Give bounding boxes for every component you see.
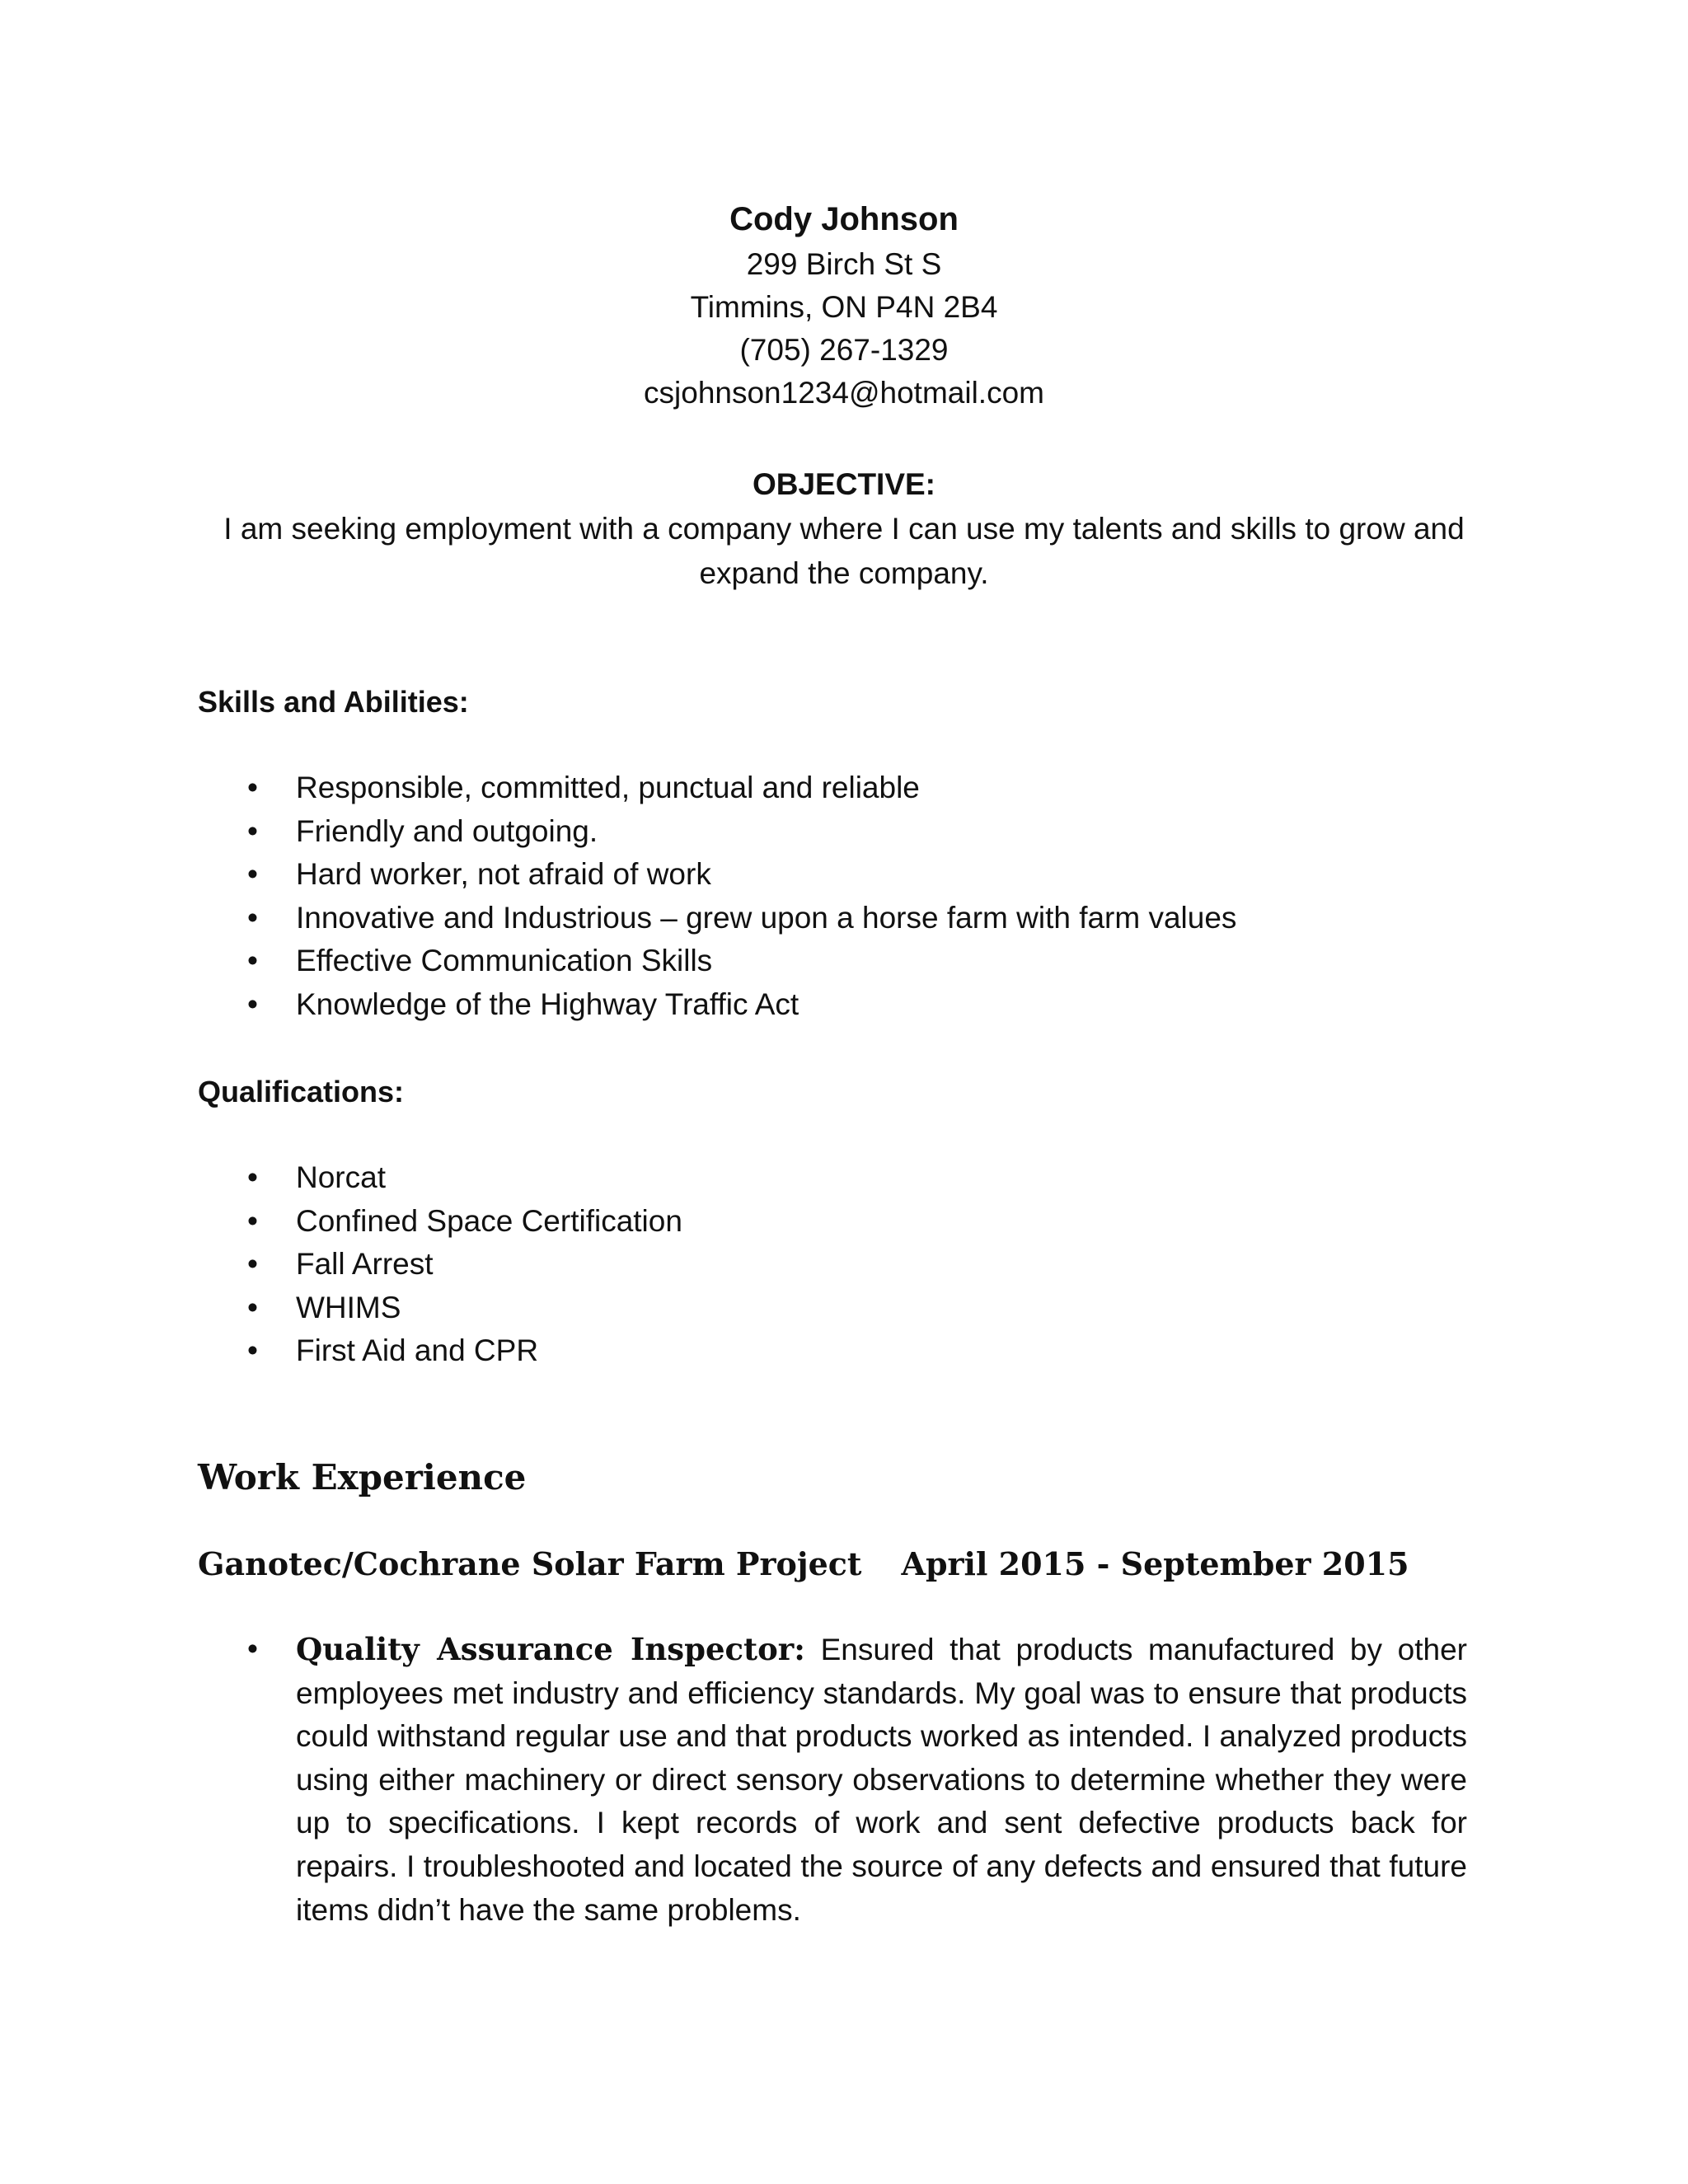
applicant-name: Cody Johnson	[729, 201, 959, 237]
bullet-icon: •	[247, 857, 258, 892]
job-role: Quality Assurance Inspector:	[296, 1631, 805, 1667]
qualifications-heading: Qualifications:	[198, 1075, 405, 1108]
objective-heading: OBJECTIVE:	[752, 467, 936, 501]
bullet-icon: •	[247, 771, 258, 804]
bullet-icon: •	[247, 900, 258, 935]
job-dates: April 2015 - September 2015	[901, 1545, 1409, 1582]
bullet-icon: •	[247, 987, 258, 1021]
bullet-icon: •	[247, 1247, 258, 1282]
skills-list	[198, 766, 1484, 1027]
list-item	[198, 766, 1484, 810]
contact-block	[0, 243, 1688, 415]
job-description	[296, 1628, 1467, 1932]
skill-text: Effective Communication Skills	[296, 944, 713, 978]
work-experience-heading: Work Experience	[198, 1457, 527, 1497]
list-item	[198, 853, 1484, 897]
qualification-text: WHIMS	[296, 1290, 401, 1324]
list-item	[198, 897, 1484, 940]
list-item	[198, 1329, 1484, 1373]
qualification-text: First Aid and CPR	[296, 1333, 539, 1368]
qualification-text: Confined Space Certification	[296, 1203, 682, 1238]
list-item	[198, 940, 1484, 983]
bullet-icon: •	[247, 1290, 258, 1324]
address-line-2: Timmins, ON P4N 2B4	[690, 290, 998, 324]
bullet-icon: •	[247, 1333, 258, 1368]
list-item	[198, 1243, 1484, 1286]
phone-number: (705) 267-1329	[739, 333, 949, 367]
list-item	[198, 1156, 1484, 1200]
bullet-icon: •	[247, 1160, 258, 1194]
objective-text: I am seeking employment with a company where I can use my talents and skills to grow and expand the company.	[223, 512, 1465, 590]
qualifications-list	[198, 1156, 1484, 1373]
list-item	[198, 1200, 1484, 1244]
address-line-1: 299 Birch St S	[746, 247, 942, 281]
job-heading	[198, 1543, 1409, 1586]
skill-text: Friendly and outgoing.	[296, 813, 598, 848]
qualification-text: Norcat	[296, 1160, 386, 1194]
qualification-text: Fall Arrest	[296, 1247, 434, 1282]
list-item	[198, 983, 1484, 1027]
bullet-icon: •	[247, 1203, 258, 1238]
skill-text: Responsible, committed, punctual and reliable	[296, 771, 920, 804]
bullet-icon: •	[247, 1632, 258, 1666]
job-description-item	[198, 1628, 1467, 1932]
skill-text: Innovative and Industrious – grew upon a horse farm with farm values	[296, 900, 1237, 935]
skill-text: Knowledge of the Highway Traffic Act	[296, 987, 799, 1021]
list-item	[198, 810, 1484, 854]
bullet-icon: •	[247, 813, 258, 848]
job-description-text: Ensured that products manufactured by other employees met industry and efficiency standards. My goal was to ensure that products could withstand regular use and that products worked as intended. I analyzed products using either machinery or direct sensory observations to determine whether they were up to specifications. I kept records of work and sent defective products back for repairs. I troubleshooted and located the source of any defects and ensured that future items didn’t have the same problems.	[296, 1633, 1467, 1927]
email-address: csjohnson1234@hotmail.com	[644, 376, 1044, 410]
list-item	[198, 1286, 1484, 1330]
job-employer: Ganotec/Cochrane Solar Farm Project	[198, 1545, 862, 1582]
bullet-icon: •	[247, 944, 258, 978]
skill-text: Hard worker, not afraid of work	[296, 857, 711, 892]
skills-heading: Skills and Abilities:	[198, 685, 469, 719]
